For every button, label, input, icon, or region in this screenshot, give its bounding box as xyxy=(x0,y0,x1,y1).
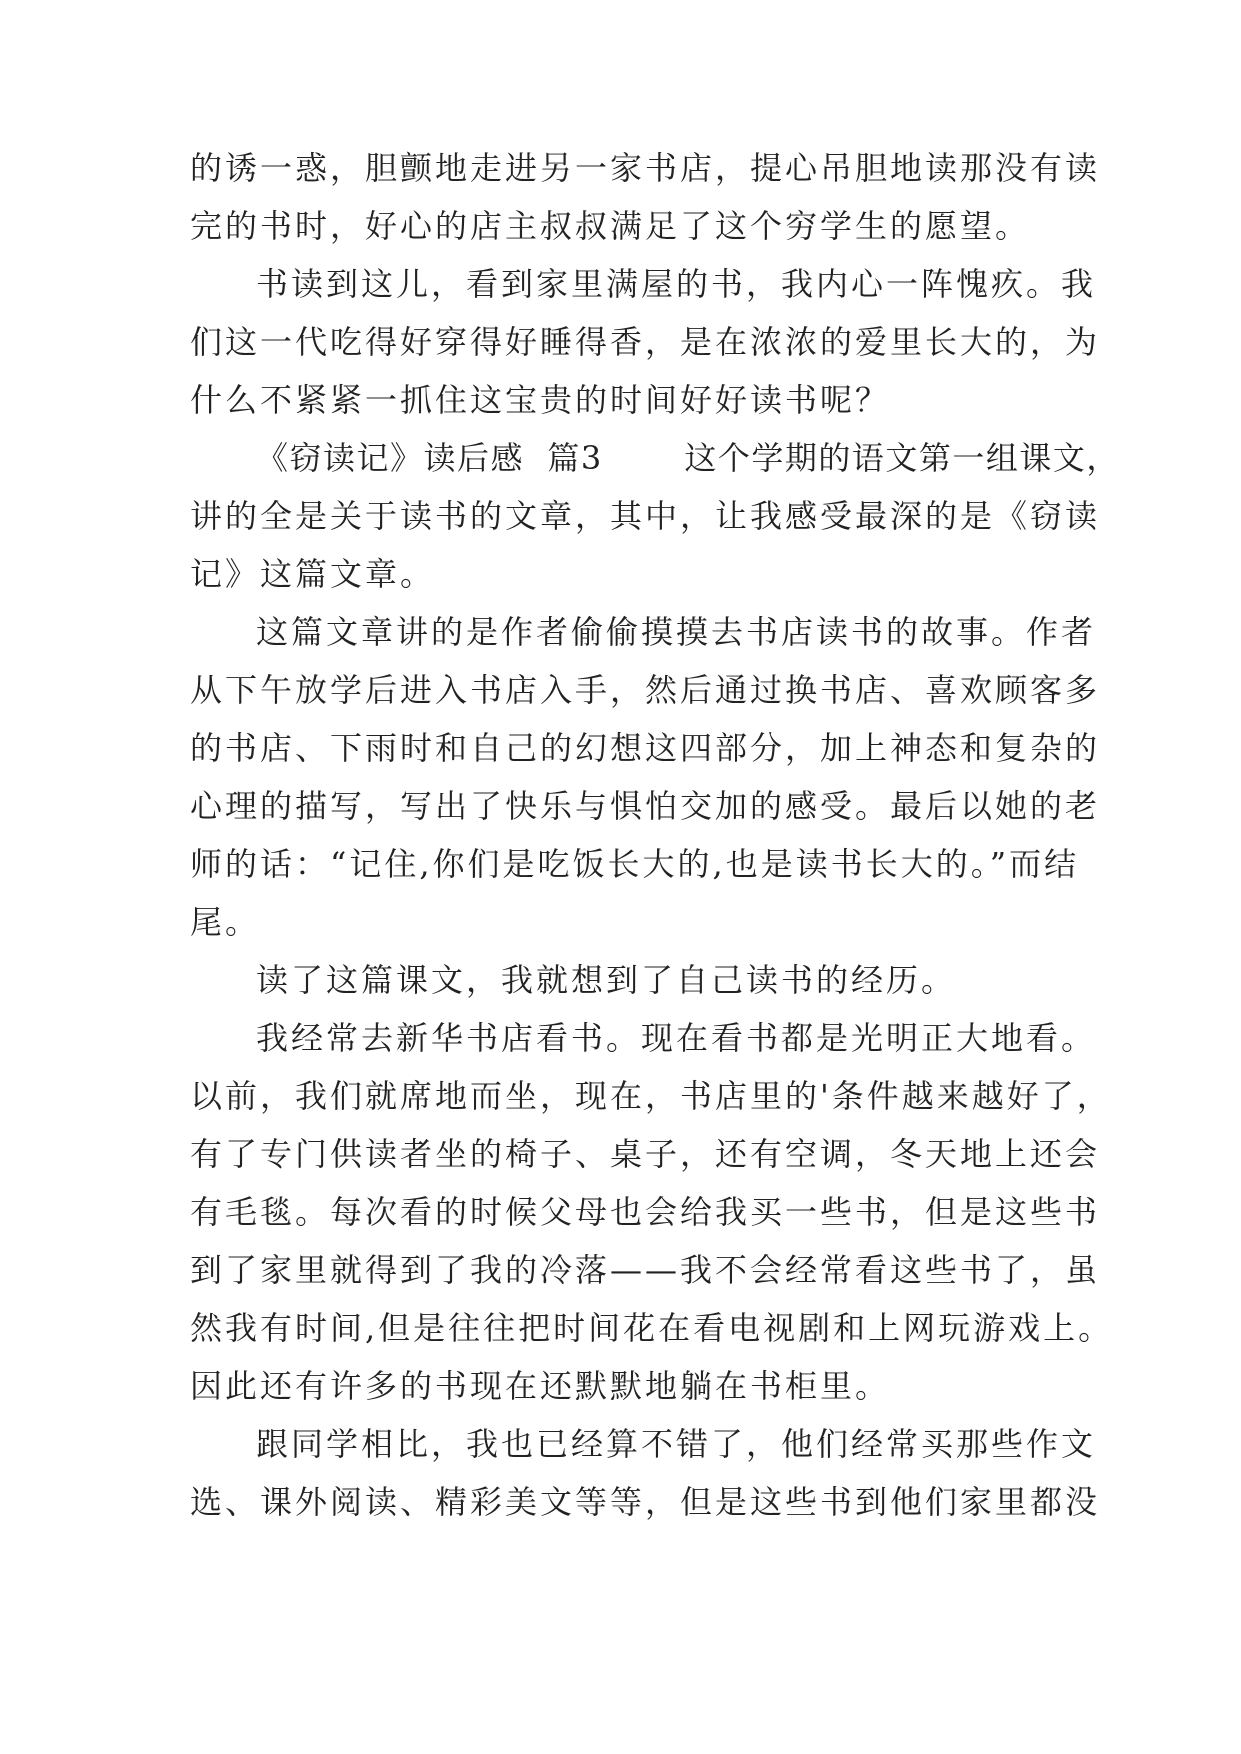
text-line: 记》这篇文章。 xyxy=(190,555,436,593)
text-line: 读了这篇课文，我就想到了自己读书的经历。 xyxy=(256,961,957,999)
text-line: 因此还有许多的书现在还默默地躺在书柜里。 xyxy=(190,1367,891,1405)
text-line: 有毛毯。每次看的时候父母也会给我买一些书，但是这些书 xyxy=(190,1193,1101,1231)
text-line: 们这一代吃得好穿得好睡得香，是在浓浓的爱里长大的，为 xyxy=(190,323,1101,361)
text-line: 从下午放学后进入书店入手，然后通过换书店、喜欢顾客多 xyxy=(190,671,1101,709)
text-line: 选、课外阅读、精彩美文等等，但是这些书到他们家里都没 xyxy=(190,1483,1101,1521)
text-line: 到了家里就得到了我的冷落——我不会经常看这些书了，虽 xyxy=(190,1251,1101,1289)
text-line: 书读到这儿，看到家里满屋的书，我内心一阵愧疚。我 xyxy=(256,265,1097,303)
text-line: 这篇文章讲的是作者偷偷摸摸去书店读书的故事。作者 xyxy=(256,613,1097,651)
text-line: 完的书时，好心的店主叔叔满足了这个穷学生的愿望。 xyxy=(190,207,1031,245)
section-heading-line: 《窃读记》读后感 篇3 这个学期的语文第一组课文， xyxy=(256,439,1120,477)
text-line: 什么不紧紧一抓住这宝贵的时间好好读书呢？ xyxy=(190,381,891,419)
text-line: 的诱一惑，胆颤地走进另一家书店，提心吊胆地读那没有读 xyxy=(190,149,1101,187)
text-line: 跟同学相比，我也已经算不错了，他们经常买那些作文 xyxy=(256,1425,1097,1463)
text-line: 心理的描写，写出了快乐与惧怕交加的感受。最后以她的老 xyxy=(190,787,1101,825)
text-line: 有了专门供读者坐的椅子、桌子，还有空调，冬天地上还会 xyxy=(190,1135,1101,1173)
text-line: 然我有时间,但是往往把时间花在看电视剧和上网玩游戏上。 xyxy=(190,1309,1114,1347)
text-line: 师的话：“记住,你们是吃饭长大的,也是读书长大的。”而结 xyxy=(190,845,1080,883)
text-line: 的书店、下雨时和自己的幻想这四部分，加上神态和复杂的 xyxy=(190,729,1101,767)
text-line: 讲的全是关于读书的文章，其中，让我感受最深的是《窃读 xyxy=(190,497,1101,535)
text-line: 尾。 xyxy=(190,903,261,941)
text-line: 以前，我们就席地而坐，现在，书店里的'条件越来越好了， xyxy=(190,1077,1112,1115)
text-line: 我经常去新华书店看书。现在看书都是光明正大地看。 xyxy=(256,1019,1097,1057)
